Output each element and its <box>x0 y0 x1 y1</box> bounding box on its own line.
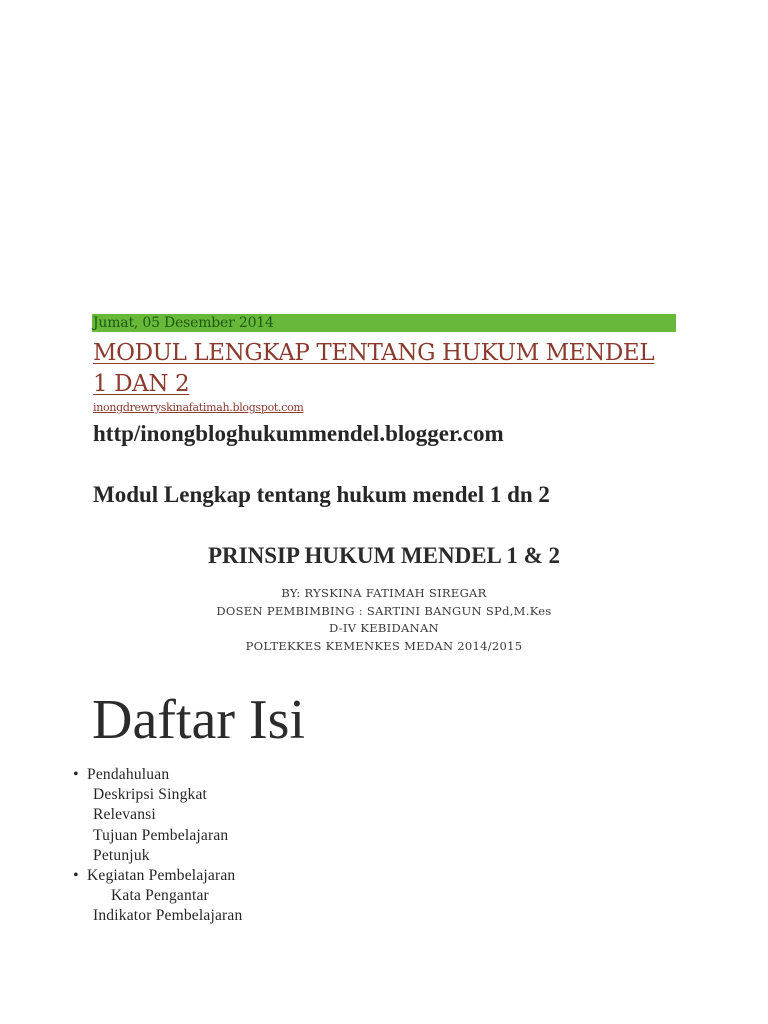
toc-item-label: Kata Pengantar <box>111 887 209 905</box>
principle-heading: PRINSIP HUKUM MENDEL 1 & 2 <box>207 543 561 568</box>
toc-item-label: Petunjuk <box>93 846 150 864</box>
toc-item-tujuan-pembelajaran[interactable] <box>70 826 242 846</box>
blog-source-link[interactable]: inongdrewryskinafatimah.blogspot.com <box>93 401 304 414</box>
table-of-contents-title: Daftar Isi <box>92 689 306 751</box>
toc-item-relevansi[interactable] <box>70 805 242 825</box>
toc-item-label: Indikator Pembelajaran <box>93 907 243 925</box>
toc-item-label: Pendahuluan <box>87 766 170 783</box>
post-date: Jumat, 05 Desember 2014 <box>93 315 274 331</box>
post-title-link[interactable]: MODUL LENGKAP TENTANG HUKUM MENDEL 1 DAN 2 <box>93 340 655 397</box>
author-credits <box>0 585 768 655</box>
credit-program: D-IV KEBIDANAN <box>329 621 439 635</box>
toc-item-label: Deskripsi Singkat <box>93 786 208 804</box>
toc-item-label: Relevansi <box>93 806 156 824</box>
toc-item-label: Kegiatan Pembelajaran <box>87 867 236 885</box>
blog-url-text: http/inongbloghukummendel.blogger.com <box>93 421 504 446</box>
credit-author: BY: RYSKINA FATIMAH SIREGAR <box>281 586 487 600</box>
credit-institution: POLTEKKES KEMENKES MEDAN 2014/2015 <box>245 638 523 653</box>
toc-item-kegiatan-pembelajaran[interactable] <box>70 866 242 886</box>
toc-item-label: Tujuan Pembelajaran <box>93 826 229 844</box>
table-of-contents-list <box>70 765 242 927</box>
toc-item-kata-pengantar[interactable] <box>70 886 242 906</box>
toc-item-pendahuluan[interactable] <box>70 765 242 785</box>
bullet-icon: • <box>73 867 79 885</box>
toc-item-petunjuk[interactable] <box>70 846 242 866</box>
bullet-icon: • <box>73 766 79 783</box>
toc-item-deskripsi-singkat[interactable] <box>70 785 242 805</box>
toc-item-indikator-pembelajaran[interactable] <box>70 906 242 926</box>
credit-supervisor: DOSEN PEMBIMBING : SARTINI BANGUN SPd,M.Kes <box>216 603 552 618</box>
module-subtitle: Modul Lengkap tentang hukum mendel 1 dn 2 <box>93 482 550 507</box>
